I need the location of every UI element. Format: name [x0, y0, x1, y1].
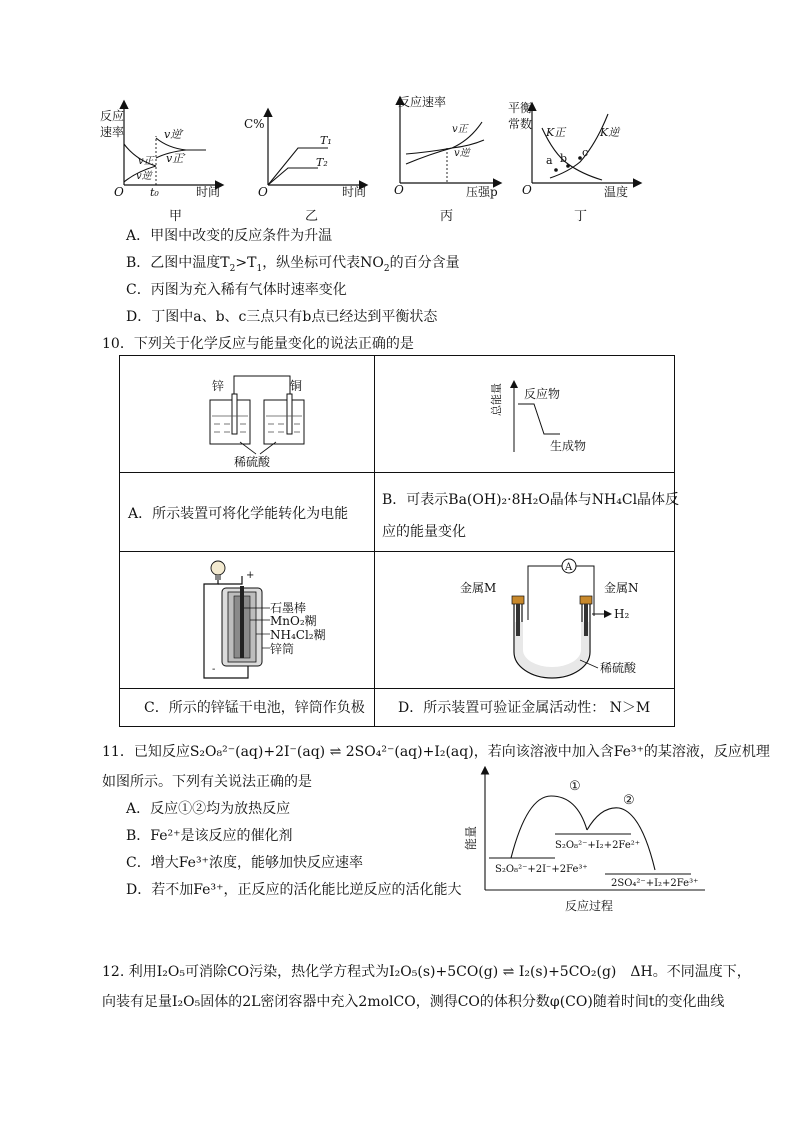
peak-2-curve	[587, 808, 655, 870]
acid-label-d: 稀硫酸	[600, 661, 637, 675]
jia-caption: 甲	[169, 209, 183, 224]
total-energy-label: 总能量	[490, 383, 503, 416]
q12-line-1: 12. 利用I₂O₅可消除CO污染，热化学方程式为I₂O₅(s)+5CO(g) ⇌ I₂(s)+5CO₂(g) ΔH。不同温度下，	[102, 964, 751, 980]
fig-jia	[100, 102, 222, 224]
bing-caption: 丙	[440, 209, 454, 224]
bing-curve-ni	[406, 140, 484, 154]
q9-figures	[100, 92, 710, 224]
jia-v-ni: v逆	[136, 171, 152, 182]
yi-caption: 乙	[305, 209, 319, 224]
q9-option-d: D．丁图中a、b、c三点只有b点已经达到平衡状态	[126, 309, 438, 325]
h2-label: H₂	[614, 607, 630, 621]
bing-ylabel: 反应速率	[398, 95, 447, 109]
jia-origin: O	[114, 185, 124, 199]
yi-t2: T₂	[316, 156, 328, 169]
ding-point-a: a	[546, 154, 553, 167]
acid-label-a: 稀硫酸	[234, 455, 271, 469]
yi-xlabel: 时间	[342, 185, 367, 199]
cell-d-text: D．所示装置可验证金属活动性： N＞M	[398, 700, 651, 716]
q11-option-a: A．反应①②均为放热反应	[126, 801, 291, 817]
fig-bing	[394, 94, 500, 224]
copper-label: 铜	[290, 379, 303, 393]
ding-point-b: b	[560, 152, 568, 165]
cell-c-text: C．所示的锌锰干电池，锌筒作负极	[144, 700, 365, 716]
cell-a-figure	[190, 360, 330, 470]
product-label: 生成物	[550, 439, 587, 453]
yi-origin: O	[258, 185, 268, 199]
jia-v-zheng: v正	[138, 156, 154, 167]
cell-d-figure	[450, 556, 640, 684]
jia-v-zheng-prime: v正′	[166, 152, 186, 165]
q9-option-c: C．丙图为充入稀有气体时速率变化	[126, 282, 347, 298]
peak-1-label: ①	[569, 779, 581, 794]
q9-option-a: A．甲图中改变的反应条件为升温	[126, 228, 333, 244]
q11-option-d: D．若不加Fe³⁺，正反应的活化能比逆反应的活化能大	[126, 882, 462, 898]
bing-v-ni: v逆	[454, 148, 470, 159]
yi-t1: T₁	[320, 134, 332, 147]
q11-option-b: B．Fe²⁺是该反应的催化剂	[126, 828, 293, 844]
q10-stem: 10．下列关于化学反应与能量变化的说法正确的是	[102, 336, 414, 352]
zinc-label: 锌	[212, 379, 225, 393]
mno2-paste-label: MnO₂糊	[270, 614, 317, 628]
q9-option-b: B．乙图中温度$T_2>T_1$，纵坐标可代表$NO_2$的百分含量	[126, 255, 460, 274]
yi-ylabel: C%	[244, 117, 265, 131]
jia-ylabel-1: 反应	[100, 109, 125, 123]
level-1-label: S₂O₈²⁻+2I⁻+2Fe³⁺	[495, 864, 588, 875]
bing-origin: O	[394, 183, 404, 197]
reactant-label: 反应物	[524, 387, 561, 401]
ding-xlabel: 温度	[604, 185, 629, 199]
jia-v-ni-prime: v逆′	[164, 128, 184, 141]
level-3-label: 2SO₄²⁻+I₂+2Fe³⁺	[611, 878, 699, 889]
fig-yi	[244, 110, 366, 224]
cell-b-text-2: 应的能量变化	[382, 524, 466, 540]
cell-a-text: A．所示装置可将化学能转化为电能	[128, 506, 349, 522]
jia-xlabel: 时间	[196, 185, 221, 199]
peak-2-label: ②	[623, 793, 635, 808]
ding-point-c: c	[582, 146, 589, 159]
q11-stem-1: 11．已知反应S₂O₈²⁻(aq)+2I⁻(aq) ⇌ 2SO₄²⁻(aq)+I₂(aq)，若向该溶液中加入含Fe³⁺的某溶液，反应机理	[102, 744, 770, 760]
cell-c-figure	[190, 554, 340, 686]
ding-k-ni: K逆	[600, 126, 620, 139]
q12-line-2: 向装有足量I₂O₅固体的2L密闭容器中充入2molCO，测得CO的体积分数φ(CO)随着时间t的变化曲线	[102, 994, 725, 1010]
ding-ylabel-1: 平衡	[508, 101, 533, 115]
bing-curve-zheng	[406, 122, 482, 164]
ding-origin: O	[522, 183, 532, 197]
bulb-icon	[211, 561, 225, 575]
q11-energy-figure	[455, 760, 715, 920]
cell-b-text-1: B．可表示Ba(OH)₂·8H₂O晶体与NH₄Cl晶体反	[382, 492, 680, 508]
energy-axis-label: 能量	[464, 825, 478, 850]
metal-n-label: 金属N	[604, 581, 639, 595]
reaction-progress-label: 反应过程	[565, 899, 614, 913]
ding-k-zheng: K正	[546, 126, 566, 139]
plus-sign: +	[246, 570, 255, 581]
nh4cl-paste-label: NH₄Cl₂糊	[270, 628, 326, 642]
ammeter-label: A	[565, 562, 573, 573]
jia-ylabel-2: 速率	[100, 125, 125, 139]
graphite-rod-label: 石墨棒	[270, 601, 307, 615]
ding-ylabel-2: 常数	[508, 117, 533, 131]
bing-v-zheng: v正	[452, 124, 468, 135]
level-2-label: S₂O₈²⁻+I₂+2Fe²⁺	[555, 840, 641, 851]
metal-m-label: 金属M	[460, 581, 497, 595]
fig-ding	[508, 101, 640, 224]
q11-stem-2: 如图所示。下列有关说法正确的是	[102, 774, 312, 790]
ding-curve-kni	[550, 114, 608, 178]
jia-t0: t₀	[150, 186, 159, 199]
q11-option-c: C．增大Fe³⁺浓度，能够加快反应速率	[126, 855, 363, 871]
q10-table	[119, 355, 680, 727]
zinc-can-label: 锌筒	[270, 642, 295, 656]
minus-sign: -	[212, 664, 216, 675]
ding-caption: 丁	[574, 209, 588, 224]
bing-xlabel: 压强p	[466, 185, 498, 199]
cell-b-figure	[490, 376, 620, 466]
